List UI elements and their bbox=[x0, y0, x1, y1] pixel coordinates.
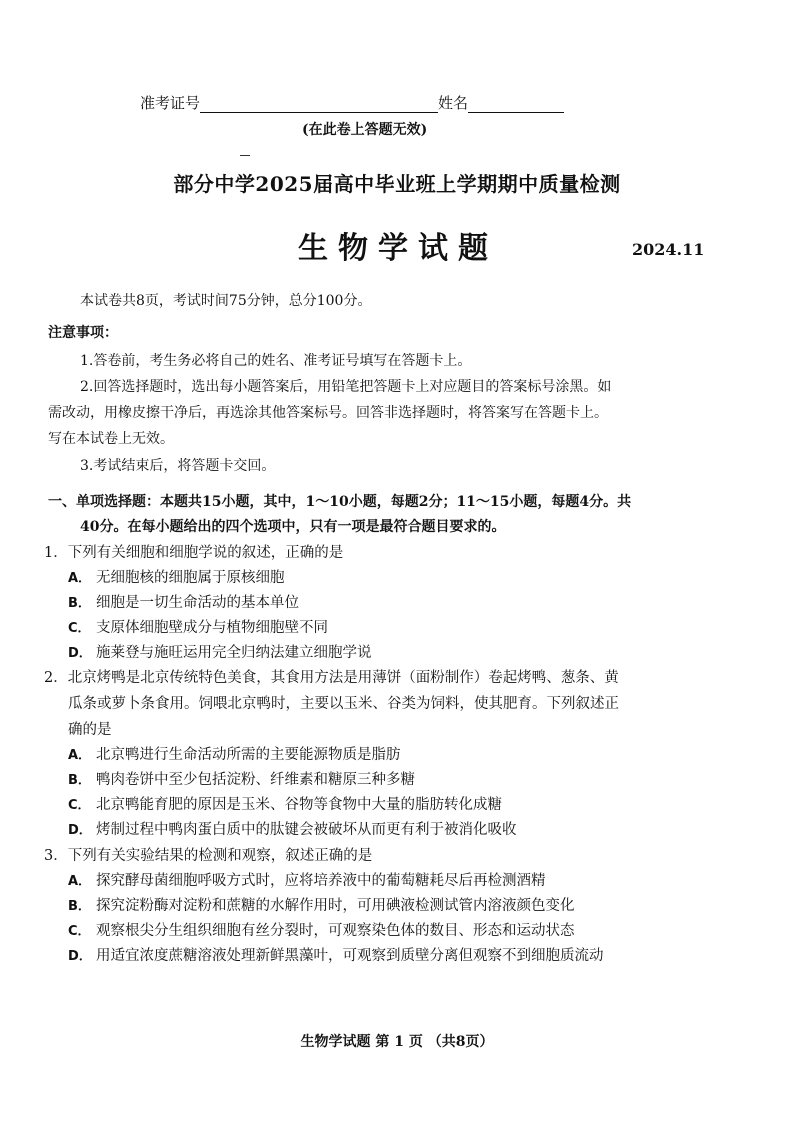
option-text: 细胞是一切生命活动的基本单位 bbox=[96, 595, 299, 611]
option bbox=[68, 616, 328, 637]
name-label: 姓名 bbox=[438, 94, 469, 112]
exam-title: 生物学试题 bbox=[298, 231, 498, 266]
option bbox=[68, 768, 415, 789]
option-letter: A． bbox=[68, 748, 92, 763]
option-text: 施莱登与施旺运用完全归纳法建立细胞学说 bbox=[96, 645, 372, 661]
option-text: 探究淀粉酶对淀粉和蔗糖的水解作用时，可用碘液检测试管内溶液颜色变化 bbox=[96, 898, 575, 914]
option-letter: A． bbox=[68, 874, 92, 889]
option-letter: B． bbox=[68, 773, 91, 788]
option bbox=[68, 944, 604, 965]
option-text: 烤制过程中鸭肉蛋白质中的肽键会被破坏从而更有利于被消化吸收 bbox=[96, 822, 517, 838]
option bbox=[68, 591, 299, 612]
scan-mark bbox=[240, 155, 250, 156]
option bbox=[68, 641, 372, 662]
option-text: 无细胞核的细胞属于原核细胞 bbox=[96, 570, 285, 586]
name-blank bbox=[468, 98, 564, 113]
exam-subtitle: 部分中学2025届高中毕业班上学期期中质量检测 bbox=[173, 172, 621, 196]
option-letter: C． bbox=[68, 621, 91, 636]
note-item: 3.考试结束后，将答题卡交回。 bbox=[80, 458, 276, 474]
invalid-answer-notice: (在此卷上答题无效) bbox=[302, 122, 428, 138]
exam-id-blank bbox=[200, 98, 438, 113]
option bbox=[68, 919, 575, 940]
question-stem-cont: 瓜条或萝卜条食用。饲喂北京鸭时，主要以玉米、谷类为饲料，使其肥育。下列叙述正 bbox=[68, 696, 619, 712]
option-text: 探究酵母菌细胞呼吸方式时，应将培养液中的葡萄糖耗尽后再检测酒精 bbox=[96, 873, 546, 889]
option-letter: D． bbox=[68, 646, 92, 661]
option bbox=[68, 894, 575, 915]
exam-date: 2024.11 bbox=[632, 240, 705, 259]
option-text: 用适宜浓度蔗糖溶液处理新鲜黑藻叶，可观察到质壁分离但观察不到细胞质流动 bbox=[96, 948, 604, 964]
option bbox=[68, 818, 517, 839]
candidate-info-line bbox=[140, 92, 564, 113]
note-item-cont: 写在本试卷上无效。 bbox=[48, 431, 174, 447]
page-footer: 生物学试题 第 1 页 （共8页） bbox=[300, 1034, 494, 1050]
exam-id-label: 准考证号 bbox=[140, 94, 201, 112]
option bbox=[68, 869, 546, 890]
option-text: 北京鸭能育肥的原因是玉米、谷物等食物中大量的脂肪转化成糖 bbox=[96, 797, 502, 813]
option-letter: A． bbox=[68, 571, 92, 586]
note-item: 2.回答选择题时，选出每小题答案后，用铅笔把答题卡上对应题目的答案标号涂黑。如 bbox=[80, 379, 612, 395]
option-text: 北京鸭进行生命活动所需的主要能源物质是脂肪 bbox=[96, 747, 401, 763]
section-heading-cont: 40分。在每小题给出的四个选项中，只有一项是最符合题目要求的。 bbox=[80, 519, 506, 535]
option-text: 观察根尖分生组织细胞有丝分裂时，可观察染色体的数目、形态和运动状态 bbox=[96, 923, 575, 939]
option-letter: D． bbox=[68, 949, 92, 964]
exam-intro: 本试卷共8页，考试时间75分钟，总分100分。 bbox=[80, 293, 372, 309]
option-letter: C． bbox=[68, 924, 91, 939]
question-stem: 3．下列有关实验结果的检测和观察，叙述正确的是 bbox=[44, 848, 373, 864]
notes-title: 注意事项： bbox=[48, 325, 118, 341]
note-item: 1.答卷前，考生务必将自己的姓名、准考证号填写在答题卡上。 bbox=[80, 353, 472, 369]
option-letter: D． bbox=[68, 823, 92, 838]
question-stem-cont: 确的是 bbox=[68, 722, 112, 738]
option-letter: B． bbox=[68, 596, 91, 611]
note-item-cont: 需改动，用橡皮擦干净后，再选涂其他答案标号。回答非选择题时，将答案写在答题卡上。 bbox=[48, 405, 608, 421]
section-heading: 一、单项选择题：本题共15小题，其中，1～10小题，每题2分；11～15小题，每题4分。共 bbox=[48, 494, 632, 510]
option-text: 鸭肉卷饼中至少包括淀粉、纤维素和糖原三种多糖 bbox=[96, 772, 415, 788]
question-stem: 1．下列有关细胞和细胞学说的叙述，正确的是 bbox=[44, 545, 344, 561]
option bbox=[68, 566, 285, 587]
option-letter: B． bbox=[68, 899, 91, 914]
option-text: 支原体细胞壁成分与植物细胞壁不同 bbox=[96, 620, 328, 636]
option-letter: C． bbox=[68, 798, 91, 813]
option bbox=[68, 743, 401, 764]
option bbox=[68, 793, 502, 814]
question-stem: 2．北京烤鸭是北京传统特色美食，其食用方法是用薄饼（面粉制作）卷起烤鸭、葱条、黄 bbox=[44, 670, 619, 686]
